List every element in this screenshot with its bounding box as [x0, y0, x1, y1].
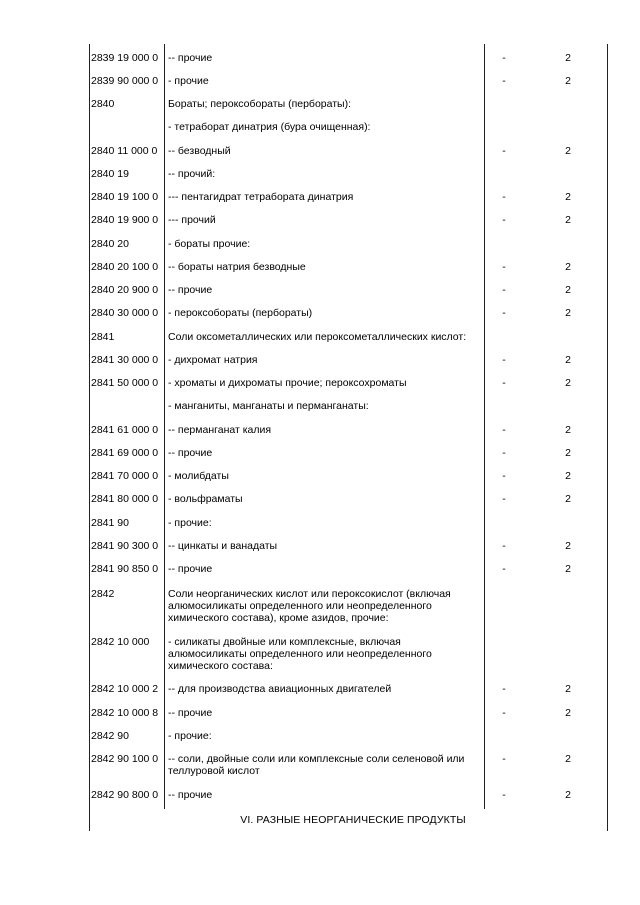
duty-cell: 2 [565, 261, 571, 273]
rate-cell: - [502, 563, 506, 575]
description-cell: - прочие: [168, 517, 212, 529]
code-cell: 2840 19 [91, 168, 129, 180]
description-cell: -- прочие [168, 52, 213, 64]
description-cell: -- для производства авиационных двигателей [168, 683, 392, 695]
code-cell: 2840 11 000 0 [91, 145, 158, 157]
table-border-right [607, 44, 608, 831]
description-cell: -- соли, двойные соли или комплексные соли селеновой или теллуровой кислот [168, 753, 465, 777]
rate-cell: - [502, 447, 506, 459]
code-cell: 2842 90 100 0 [91, 753, 159, 765]
rate-cell: - [502, 145, 506, 157]
duty-cell: 2 [565, 789, 571, 801]
description-cell: - силикаты двойные или комплексные, включая алюмосиликаты определенного или неопределенного химического состава: [168, 636, 432, 672]
code-cell: 2840 19 100 0 [91, 191, 159, 203]
code-cell: 2840 19 900 0 [91, 214, 159, 226]
code-cell: 2839 90 000 0 [91, 75, 159, 87]
code-cell: 2841 70 000 0 [91, 470, 159, 482]
table-border-left [89, 44, 90, 831]
description-cell: -- прочие [168, 284, 213, 296]
description-cell: - бораты прочие: [168, 238, 251, 250]
duty-cell: 2 [565, 424, 571, 436]
duty-cell: 2 [565, 753, 571, 765]
code-cell: 2841 30 000 0 [91, 354, 159, 366]
code-cell: 2840 20 100 0 [91, 261, 159, 273]
duty-cell: 2 [565, 377, 571, 389]
description-cell: -- прочий: [168, 168, 216, 180]
code-cell: 2842 [91, 588, 115, 600]
code-cell: 2839 19 000 0 [91, 52, 159, 64]
description-cell: -- бораты натрия безводные [168, 261, 306, 273]
duty-cell: 2 [565, 493, 571, 505]
duty-cell: 2 [565, 447, 571, 459]
description-cell: -- прочие [168, 563, 213, 575]
duty-cell: 2 [565, 284, 571, 296]
description-cell: - хроматы и дихроматы прочие; пероксохроматы [168, 377, 407, 389]
rate-cell: - [502, 493, 506, 505]
description-cell: --- прочий [168, 214, 216, 226]
rate-cell: - [502, 307, 506, 319]
code-cell: 2840 20 900 0 [91, 284, 159, 296]
code-cell: 2841 80 000 0 [91, 493, 159, 505]
description-cell: Соли неорганических кислот или пероксокислот (включая алюмосиликаты определенного или неопределенного химического состава), кроме азидов, прочие: [168, 588, 451, 624]
rate-cell: - [502, 75, 506, 87]
rate-cell: - [502, 377, 506, 389]
rate-cell: - [502, 424, 506, 436]
rate-cell: - [502, 470, 506, 482]
description-cell: -- прочие [168, 447, 213, 459]
description-cell: - пероксобораты (пербораты) [168, 307, 313, 319]
code-cell: 2842 90 800 0 [91, 789, 159, 801]
code-cell: 2842 90 [91, 730, 129, 742]
description-cell: -- прочие [168, 707, 213, 719]
description-cell: - тетраборат динатрия (бура очищенная): [168, 121, 371, 133]
duty-cell: 2 [565, 307, 571, 319]
description-cell: - молибдаты [168, 470, 229, 482]
description-cell: -- прочие [168, 789, 213, 801]
duty-cell: 2 [565, 683, 571, 695]
description-cell: -- перманганат калия [168, 424, 272, 436]
duty-cell: 2 [565, 707, 571, 719]
description-cell: Соли оксометаллических или пероксометаллических кислот: [168, 331, 467, 343]
section-title: VI. РАЗНЫЕ НЕОРГАНИЧЕСКИЕ ПРОДУКТЫ [240, 814, 466, 826]
code-cell: 2842 10 000 [91, 636, 150, 648]
code-cell: 2840 30 000 0 [91, 307, 159, 319]
code-cell: 2841 90 300 0 [91, 540, 159, 552]
description-cell: --- пентагидрат тетрабората динатрия [168, 191, 354, 203]
table-column-divider-code [164, 44, 165, 809]
rate-cell: - [502, 261, 506, 273]
rate-cell: - [502, 354, 506, 366]
rate-cell: - [502, 707, 506, 719]
duty-cell: 2 [565, 470, 571, 482]
rate-cell: - [502, 683, 506, 695]
code-cell: 2842 10 000 2 [91, 683, 159, 695]
rate-cell: - [502, 753, 506, 765]
code-cell: 2841 [91, 331, 115, 343]
duty-cell: 2 [565, 145, 571, 157]
description-cell: - прочие: [168, 730, 212, 742]
rate-cell: - [502, 191, 506, 203]
rate-cell: - [502, 52, 506, 64]
description-cell: - прочие [168, 75, 209, 87]
description-cell: -- безводный [168, 145, 231, 157]
code-cell: 2840 [91, 98, 115, 110]
code-cell: 2841 69 000 0 [91, 447, 159, 459]
description-cell: - вольфраматы [168, 493, 243, 505]
rate-cell: - [502, 284, 506, 296]
duty-cell: 2 [565, 75, 571, 87]
code-cell: 2841 50 000 0 [91, 377, 159, 389]
description-cell: Бораты; пероксобораты (пербораты): [168, 98, 352, 110]
duty-cell: 2 [565, 52, 571, 64]
description-cell: -- цинкаты и ванадаты [168, 540, 278, 552]
duty-cell: 2 [565, 540, 571, 552]
description-cell: - манганиты, манганаты и перманганаты: [168, 400, 369, 412]
code-cell: 2842 10 000 8 [91, 707, 159, 719]
duty-cell: 2 [565, 214, 571, 226]
rate-cell: - [502, 789, 506, 801]
code-cell: 2841 90 850 0 [91, 563, 159, 575]
duty-cell: 2 [565, 563, 571, 575]
rate-cell: - [502, 540, 506, 552]
duty-cell: 2 [565, 354, 571, 366]
duty-cell: 2 [565, 191, 571, 203]
rate-cell: - [502, 214, 506, 226]
code-cell: 2841 61 000 0 [91, 424, 159, 436]
description-cell: - дихромат натрия [168, 354, 258, 366]
code-cell: 2840 20 [91, 238, 129, 250]
code-cell: 2841 90 [91, 517, 129, 529]
